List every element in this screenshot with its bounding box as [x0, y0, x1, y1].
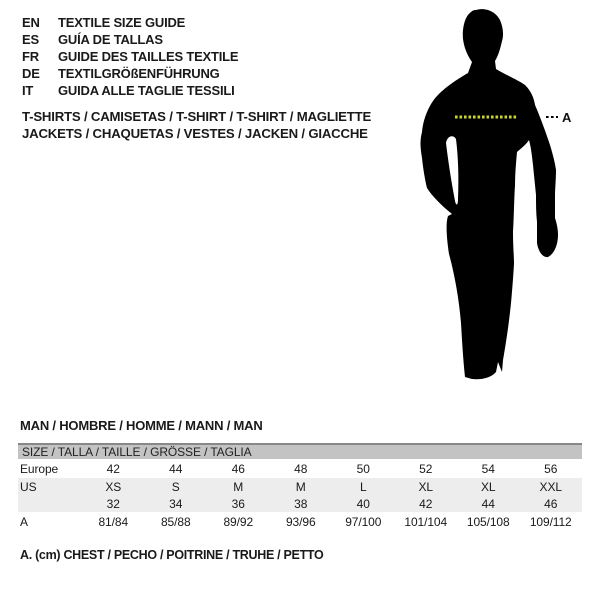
- table-row-europe: [18, 459, 582, 478]
- size-cell: 89/92: [223, 514, 254, 529]
- size-cell: 38: [294, 496, 308, 511]
- language-code: FR: [22, 49, 39, 64]
- size-cell: XXL: [539, 479, 562, 494]
- size-cell: 40: [356, 496, 370, 511]
- row-label: US: [20, 479, 37, 494]
- size-cell: 50: [356, 461, 370, 476]
- list-item: [22, 65, 238, 82]
- size-cell: M: [295, 479, 306, 494]
- list-item: [22, 82, 238, 99]
- table-row-us-numeric: [18, 495, 582, 512]
- man-silhouette: [421, 9, 559, 379]
- size-cell: XS: [105, 479, 122, 494]
- size-cell: 44: [169, 461, 183, 476]
- measurement-footnote: A. (cm) CHEST / PECHO / POITRINE / TRUHE / PETTO: [20, 548, 324, 562]
- size-cell: 42: [419, 496, 433, 511]
- table-row-us: [18, 478, 582, 495]
- size-cell: 105/108: [466, 514, 510, 529]
- row-label: A: [20, 514, 28, 529]
- language-title: GUÍA DE TALLAS: [58, 32, 163, 47]
- language-code: ES: [22, 32, 39, 47]
- size-cell: 93/96: [285, 514, 316, 529]
- category-line-tshirts: T-SHIRTS / CAMISETAS / T-SHIRT / T-SHIRT / MAGLIETTE: [22, 109, 372, 124]
- list-item: [22, 31, 238, 48]
- list-item: [22, 14, 238, 31]
- size-table: [18, 443, 582, 531]
- language-code: EN: [22, 15, 40, 30]
- table-row-chest-a: [18, 512, 582, 531]
- size-table-header: SIZE / TALLA / TAILLE / GRÖSSE / TAGLIA: [18, 443, 582, 459]
- size-cell: 48: [294, 461, 308, 476]
- language-list: [22, 14, 238, 99]
- size-cell: 56: [544, 461, 558, 476]
- size-cell: M: [233, 479, 244, 494]
- size-cell: 36: [231, 496, 245, 511]
- size-cell: XL: [418, 479, 433, 494]
- size-cell: 101/104: [404, 514, 448, 529]
- size-cell: 54: [481, 461, 495, 476]
- row-label: Europe: [20, 461, 59, 476]
- size-cell: L: [359, 479, 367, 494]
- size-cell: 97/100: [345, 514, 382, 529]
- garment-categories: [22, 108, 371, 142]
- size-cell: 46: [544, 496, 558, 511]
- category-line-jackets: JACKETS / CHAQUETAS / VESTES / JACKEN / GIACCHE: [22, 126, 368, 141]
- size-cell: 42: [106, 461, 120, 476]
- language-title: TEXTILE SIZE GUIDE: [58, 15, 186, 30]
- size-cell: 52: [419, 461, 433, 476]
- list-item: [22, 48, 238, 65]
- size-cell: 81/84: [98, 514, 129, 529]
- size-cell: S: [171, 479, 180, 494]
- size-cell: 44: [481, 496, 495, 511]
- size-cell: XL: [481, 479, 496, 494]
- language-title: GUIDA ALLE TAGLIE TESSILI: [58, 83, 235, 98]
- measure-label: A: [562, 110, 572, 125]
- man-silhouette-figure: [418, 8, 578, 392]
- size-cell: 109/112: [529, 514, 572, 529]
- size-cell: 85/88: [160, 514, 191, 529]
- size-cell: 34: [169, 496, 183, 511]
- language-title: GUIDE DES TAILLES TEXTILE: [58, 49, 239, 64]
- language-title: TEXTILGRÖßENFÜHRUNG: [58, 66, 220, 81]
- section-heading-man: MAN / HOMBRE / HOMME / MANN / MAN: [20, 418, 263, 433]
- size-cell: 46: [231, 461, 245, 476]
- language-code: DE: [22, 66, 40, 81]
- size-cell: 32: [106, 496, 120, 511]
- language-code: IT: [22, 83, 34, 98]
